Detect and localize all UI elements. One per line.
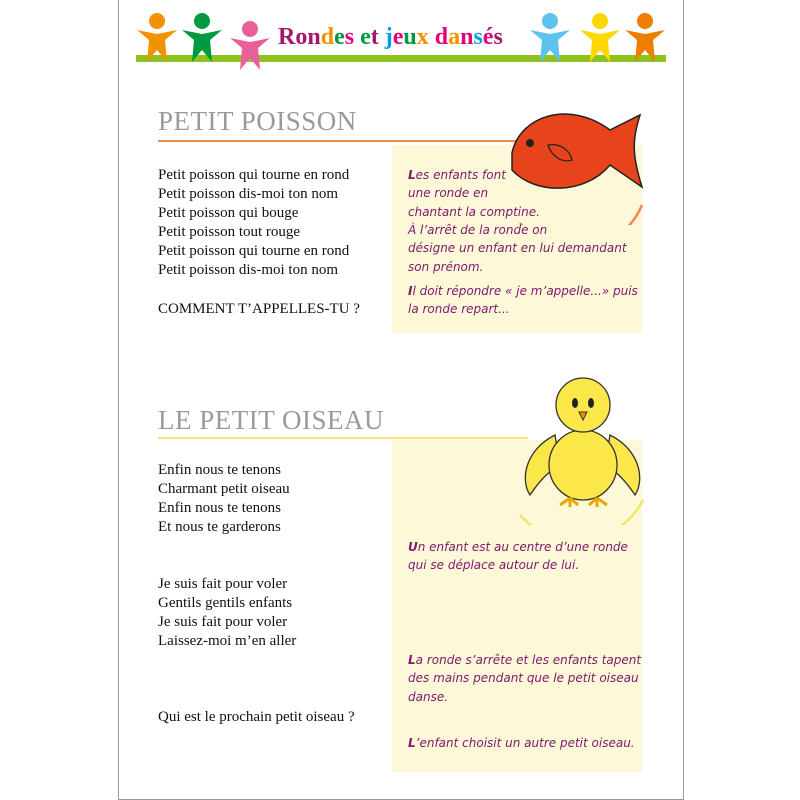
verse-line: Petit poisson tout rouge xyxy=(158,224,301,240)
instruction-text: danse. xyxy=(408,690,449,704)
verse-line: Petit poisson qui bouge xyxy=(158,205,299,221)
instruction-initial: L xyxy=(408,168,416,182)
instruction-text: a ronde s’arrête et les enfants tapent xyxy=(415,653,642,667)
instruction-initial: L xyxy=(408,653,416,667)
instruction-line xyxy=(408,688,448,707)
instruction-text: la ronde repart... xyxy=(408,302,510,316)
instruction-line xyxy=(408,258,483,277)
title-underline xyxy=(158,437,528,439)
verse-line: Petit poisson qui tourne en rond xyxy=(158,243,350,259)
instruction-text: une ronde en xyxy=(408,186,489,200)
section-title-le-petit-oiseau: LE PETIT OISEAU xyxy=(158,405,384,435)
instruction-line xyxy=(408,221,547,240)
instruction-line xyxy=(408,734,635,753)
question-text: COMMENT T’APPELLES-TU ? xyxy=(158,301,360,317)
instruction-text: son prénom. xyxy=(408,260,484,274)
instruction-line xyxy=(408,300,510,319)
verse-line: Charmant petit oiseau xyxy=(158,481,290,497)
child-figure-icon xyxy=(228,20,272,72)
instruction-text: l doit répondre « je m’appelle...» puis xyxy=(412,284,638,298)
instruction-initial: U xyxy=(408,540,418,554)
instruction-initial: L xyxy=(408,736,416,750)
instruction-text: chantant la comptine. xyxy=(408,205,540,219)
fish-icon xyxy=(512,114,642,188)
chick-icon xyxy=(556,378,610,432)
verse-line: Je suis fait pour voler xyxy=(158,614,288,630)
verse-line: Enfin nous te tenons xyxy=(158,462,281,478)
question-text: Qui est le prochain petit oiseau ? xyxy=(158,709,355,725)
child-figure-icon xyxy=(180,12,224,64)
verse-line: Et nous te garderons xyxy=(158,519,281,535)
verse-line: Petit poisson dis-moi ton nom xyxy=(158,262,339,278)
title-underline xyxy=(158,140,528,142)
instruction-line xyxy=(408,282,638,301)
verse-line: Laissez-moi m’en aller xyxy=(158,633,297,649)
instruction-text: n enfant est au centre d’une ronde xyxy=(417,540,628,554)
child-figure-icon xyxy=(528,12,572,64)
child-figure-icon xyxy=(623,12,667,64)
banner-title: Rondes et jeux dansés xyxy=(278,24,503,50)
instruction-line xyxy=(408,556,579,575)
verse-line: Enfin nous te tenons xyxy=(158,500,281,516)
instruction-text: À l’arrêt de la ronde on xyxy=(408,223,548,237)
instruction-line xyxy=(408,166,506,185)
verse-line: Gentils gentils enfants xyxy=(158,595,293,611)
instruction-text: qui se déplace autour de lui. xyxy=(408,558,580,572)
instruction-line xyxy=(408,239,627,258)
instruction-line xyxy=(408,669,639,688)
instruction-text: des mains pendant que le petit oiseau xyxy=(408,671,639,685)
instruction-text: désigne un enfant en lui demandant xyxy=(408,241,627,255)
child-figure-icon xyxy=(135,12,179,64)
instruction-initial: I xyxy=(408,284,413,298)
section-title-petit-poisson: PETIT POISSON xyxy=(158,106,357,136)
verse-line: Petit poisson dis-moi ton nom xyxy=(158,186,339,202)
instruction-line xyxy=(408,203,540,222)
instruction-line xyxy=(408,184,488,203)
child-figure-icon xyxy=(578,12,622,64)
instruction-line xyxy=(408,538,628,557)
chick-illustration xyxy=(515,370,650,525)
instruction-line xyxy=(408,651,641,670)
verse-line: Je suis fait pour voler xyxy=(158,576,288,592)
instruction-text: ’enfant choisit un autre petit oiseau. xyxy=(415,736,635,750)
verse-line: Petit poisson qui tourne en rond xyxy=(158,167,350,183)
instruction-text: es enfants font xyxy=(415,168,506,182)
